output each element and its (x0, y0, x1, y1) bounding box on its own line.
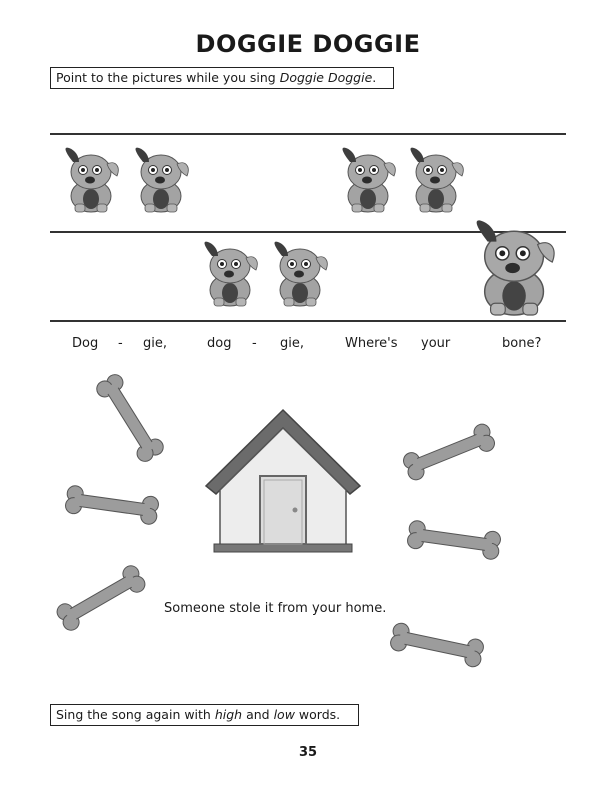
staff-line-bottom (50, 320, 566, 322)
footer-suffix: words. (294, 707, 341, 722)
footer-instruction-box (50, 704, 359, 726)
instruction-suffix: . (372, 70, 377, 85)
footer-middle: and (242, 707, 274, 722)
page-title: DOGGIE DOGGIE (195, 30, 421, 58)
dog-high-large (470, 216, 564, 320)
lyric-dash-1: - (118, 336, 123, 351)
lyric-dash-2: - (252, 336, 257, 351)
low-word: low (273, 707, 295, 722)
dog-house-icon (200, 406, 366, 556)
bone-1 (130, 418, 131, 419)
song-name: Doggie Doggie (279, 70, 373, 85)
lyric-gie-2: gie, (280, 336, 304, 351)
bone-4 (449, 452, 450, 453)
footer-prefix: Sing the song again with (56, 707, 215, 722)
bone-6 (437, 645, 438, 646)
dog-high-4 (406, 146, 470, 214)
rhyme-line: Someone stole it from your home. (164, 601, 387, 616)
lyric-your: your (421, 336, 451, 351)
high-word: high (214, 707, 243, 722)
dog-high-3 (338, 146, 402, 214)
dog-low-1 (200, 240, 264, 308)
dog-low-2 (270, 240, 334, 308)
bone-2 (112, 505, 113, 506)
dog-high-2 (131, 146, 195, 214)
lyric-dog: Dog (72, 336, 99, 351)
staff-line-top (50, 133, 566, 135)
lyric-wheres: Where's (345, 336, 398, 351)
bone-3 (101, 598, 102, 599)
instruction-box (50, 67, 394, 89)
lyric-bone: bone? (502, 336, 542, 351)
bone-5 (454, 540, 455, 541)
instruction-prefix: Point to the pictures while you sing (56, 70, 280, 85)
dog-high-1 (61, 146, 125, 214)
lyric-gie-1: gie, (143, 336, 167, 351)
page-number: 35 (298, 745, 318, 760)
lyric-dog-2: dog (207, 336, 232, 351)
